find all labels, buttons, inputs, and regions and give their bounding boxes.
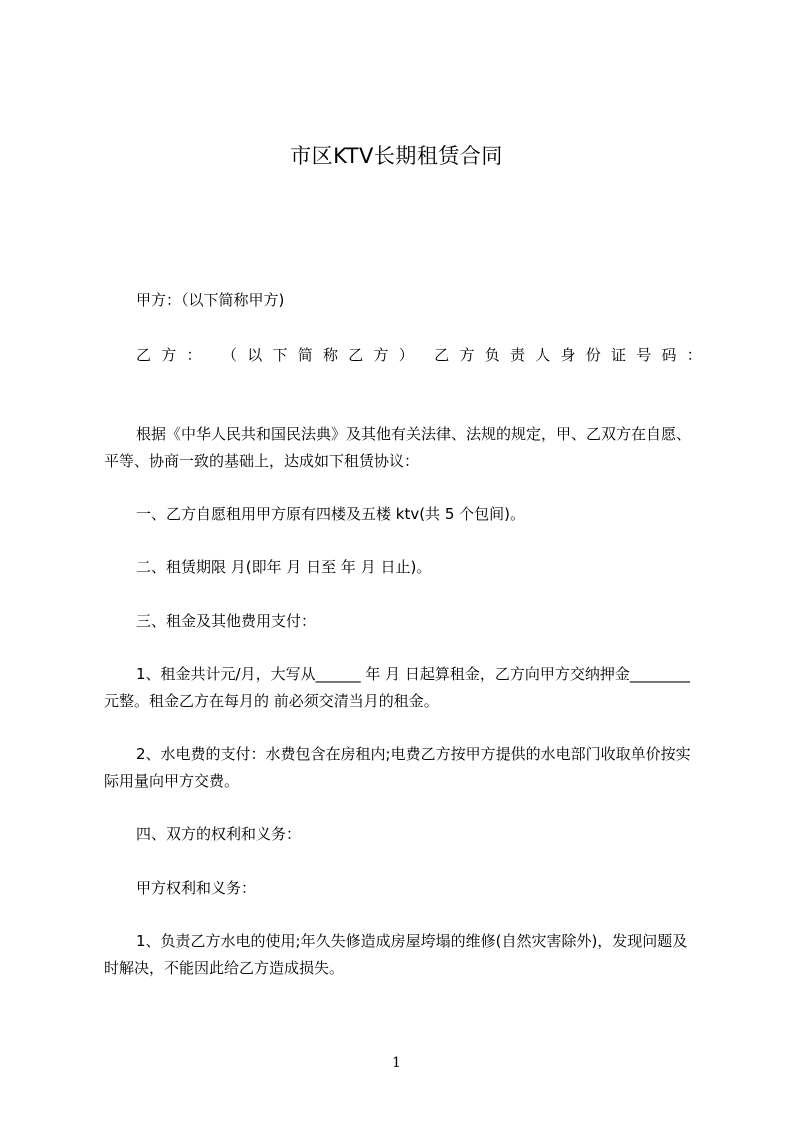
clause-3-1: 1、租金共计元/月，大写从______ 年 月 日起算租金，乙方向甲方交纳押金________元整。租金乙方在每月的 前必须交清当月的租金。 <box>104 665 690 710</box>
party-a-rights-heading: 甲方权利和义务： <box>136 879 257 897</box>
page-number: 1 <box>392 1055 401 1071</box>
clause-3: 三、租金及其他费用支付： <box>136 612 317 630</box>
party-b-char: 负 <box>484 346 500 364</box>
party-b-char: 方 <box>373 346 389 364</box>
party-b-char: ： <box>186 346 202 364</box>
party-b-char: 乙 <box>348 346 364 364</box>
party-b-char: （ <box>221 346 237 364</box>
party-b-char: 乙 <box>434 346 450 364</box>
clause-2: 二、租赁期限 月(即年 月 日至 年 月 日止)。 <box>136 558 432 576</box>
party-a-line: 甲方：（以下简称甲方) <box>136 291 285 309</box>
party-b-char: 人 <box>535 346 551 364</box>
party-b-char: ） <box>398 346 414 364</box>
clause-3-2: 2、水电费的支付：水费包含在房租内;电费乙方按甲方提供的水电部门收取单价按实际用量向甲方交费。 <box>104 745 691 790</box>
party-b-char: 下 <box>272 346 288 364</box>
clause-4: 四、双方的权利和义务： <box>136 825 302 843</box>
party-b-char: 以 <box>247 346 263 364</box>
party-b-char: 责 <box>509 346 525 364</box>
party-b-line <box>104 342 702 369</box>
clause-4-1: 1、负责乙方水电的使用;年久失修造成房屋垮塌的维修(自然灾害除外)，发现问题及时解决，不能因此给乙方造成损失。 <box>104 932 688 977</box>
document-title: 市区KTV长期租赁合同 <box>290 144 503 168</box>
party-b-char: 方 <box>161 346 177 364</box>
party-b-char: 方 <box>459 346 475 364</box>
intro-paragraph: 根据《中华人民共和国民法典》及其他有关法律、法规的规定，甲、乙双方在自愿、平等、协商一致的基础上，达成如下租赁协议： <box>104 425 692 470</box>
clause-1: 一、乙方自愿租用甲方原有四楼及五楼 ktv(共 5 个包间)。 <box>136 505 525 523</box>
party-b-char: 份 <box>585 346 601 364</box>
party-b-char: 简 <box>297 346 313 364</box>
party-b-char: 乙 <box>136 346 152 364</box>
party-b-char: 码 <box>661 346 677 364</box>
party-b-char: 号 <box>636 346 652 364</box>
party-b-char: ： <box>686 346 702 364</box>
party-b-char: 称 <box>322 346 338 364</box>
party-b-char: 证 <box>610 346 626 364</box>
party-b-char: 身 <box>560 346 576 364</box>
